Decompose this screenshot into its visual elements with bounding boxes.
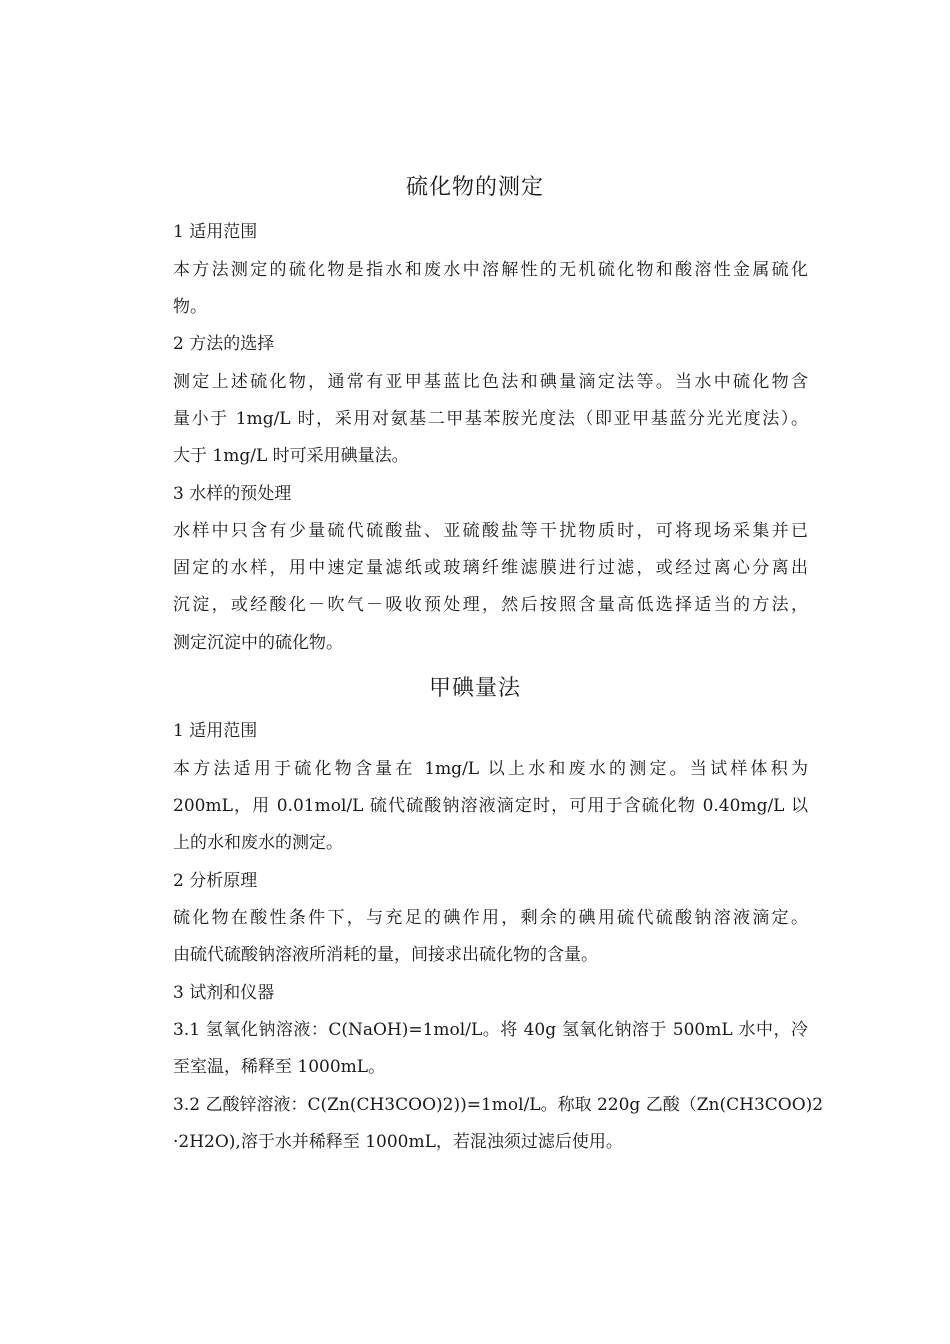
section-heading-scope: 1 适用范围 [173,721,258,741]
paragraph-line: 量小于 1mg/L 时，采用对氨基二甲基苯胺光度法（即亚甲基蓝分光光度法）。 [173,409,808,429]
section-heading-principle: 2 分析原理 [173,871,258,891]
method-title: 甲碘量法 [428,676,521,701]
paragraph-line: 测定沉淀中的硫化物。 [173,633,343,653]
paragraph-line: ·2H2O),溶于水并稀释至 1000mL，若混浊须过滤后使用。 [173,1132,623,1152]
paragraph-line: 大于 1mg/L 时可采用碘量法。 [173,446,409,466]
paragraph-line: 水样中只含有少量硫代硫酸盐、亚硫酸盐等干扰物质时，可将现场采集并已 [173,521,808,541]
section-heading-reagents: 3 试剂和仪器 [173,983,275,1003]
section-heading-scope: 1 适用范围 [173,222,258,242]
paragraph-line: 本方法测定的硫化物是指水和废水中溶解性的无机硫化物和酸溶性金属硫化 [173,260,808,280]
paragraph-line: 至室温，稀释至 1000mL。 [173,1057,386,1077]
paragraph-line: 物。 [173,297,207,317]
paragraph-line: 由硫代硫酸钠溶液所消耗的量，间接求出硫化物的含量。 [173,945,598,965]
paragraph-line: 3.2 乙酸锌溶液：C(Zn(CH3COO)2))=1mol/L。称取 220g 乙酸（Zn(CH3COO)2 [173,1095,824,1115]
paragraph-line: 沉淀，或经酸化－吹气－吸收预处理，然后按照含量高低选择适当的方法， [173,595,808,615]
section-heading-method-selection: 2 方法的选择 [173,334,275,354]
section-heading-pretreatment: 3 水样的预处理 [173,484,292,504]
paragraph-line: 上的水和废水的测定。 [173,833,343,853]
paragraph-line: 200mL，用 0.01mol/L 硫代硫酸钠溶液滴定时，可用于含硫化物 0.40mg/L 以 [173,796,808,816]
paragraph-line: 测定上述硫化物，通常有亚甲基蓝比色法和碘量滴定法等。当水中硫化物含 [173,372,808,392]
paragraph-line: 3.1 氢氧化钠溶液：C(NaOH)=1mol/L。将 40g 氢氧化钠溶于 500mL 水中，冷 [173,1020,808,1040]
paragraph-line: 本方法适用于硫化物含量在 1mg/L 以上水和废水的测定。当试样体积为 [173,759,808,779]
paragraph-line: 固定的水样，用中速定量滤纸或玻璃纤维滤膜进行过滤，或经过离心分离出 [173,558,808,578]
document-title: 硫化物的测定 [405,175,544,200]
paragraph-line: 硫化物在酸性条件下，与充足的碘作用，剩余的碘用硫代硫酸钠溶液滴定。 [173,908,808,928]
